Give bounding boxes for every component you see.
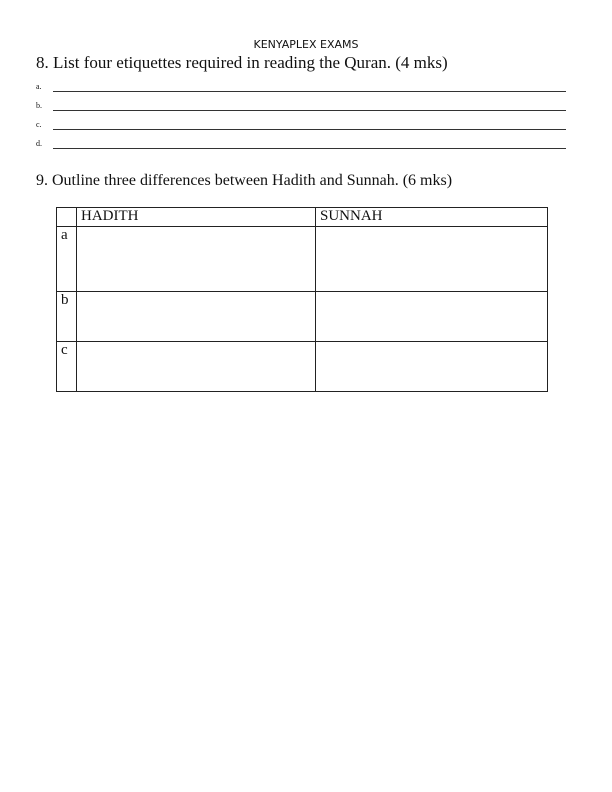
answer-line-a[interactable]	[53, 91, 566, 92]
row-label-b: b	[57, 292, 77, 342]
cell-hadith-a[interactable]	[77, 227, 316, 292]
cell-sunnah-a[interactable]	[316, 227, 548, 292]
answer-table	[56, 207, 548, 392]
answer-line-c[interactable]	[53, 129, 566, 130]
question-9: 9. Outline three differences between Hadith and Sunnah. (6 mks)	[36, 172, 453, 189]
cell-hadith-c[interactable]	[77, 342, 316, 392]
answer-line-b[interactable]	[53, 110, 566, 111]
answer-label-a: a.	[36, 82, 42, 91]
answer-line-d[interactable]	[53, 148, 566, 149]
page-header: KENYAPLEX EXAMS	[253, 38, 359, 51]
row-label-c: c	[57, 342, 77, 392]
cell-sunnah-c[interactable]	[316, 342, 548, 392]
header-cell-blank	[57, 208, 77, 227]
cell-sunnah-b[interactable]	[316, 292, 548, 342]
answer-label-c: c.	[36, 120, 42, 129]
header-hadith: HADITH	[77, 208, 316, 227]
header-sunnah: SUNNAH	[316, 208, 548, 227]
answer-label-b: b.	[36, 101, 42, 110]
answer-label-d: d.	[36, 139, 42, 148]
question-8: 8. List four etiquettes required in reading the Quran. (4 mks)	[36, 53, 448, 72]
row-label-a: a	[57, 227, 77, 292]
cell-hadith-b[interactable]	[77, 292, 316, 342]
